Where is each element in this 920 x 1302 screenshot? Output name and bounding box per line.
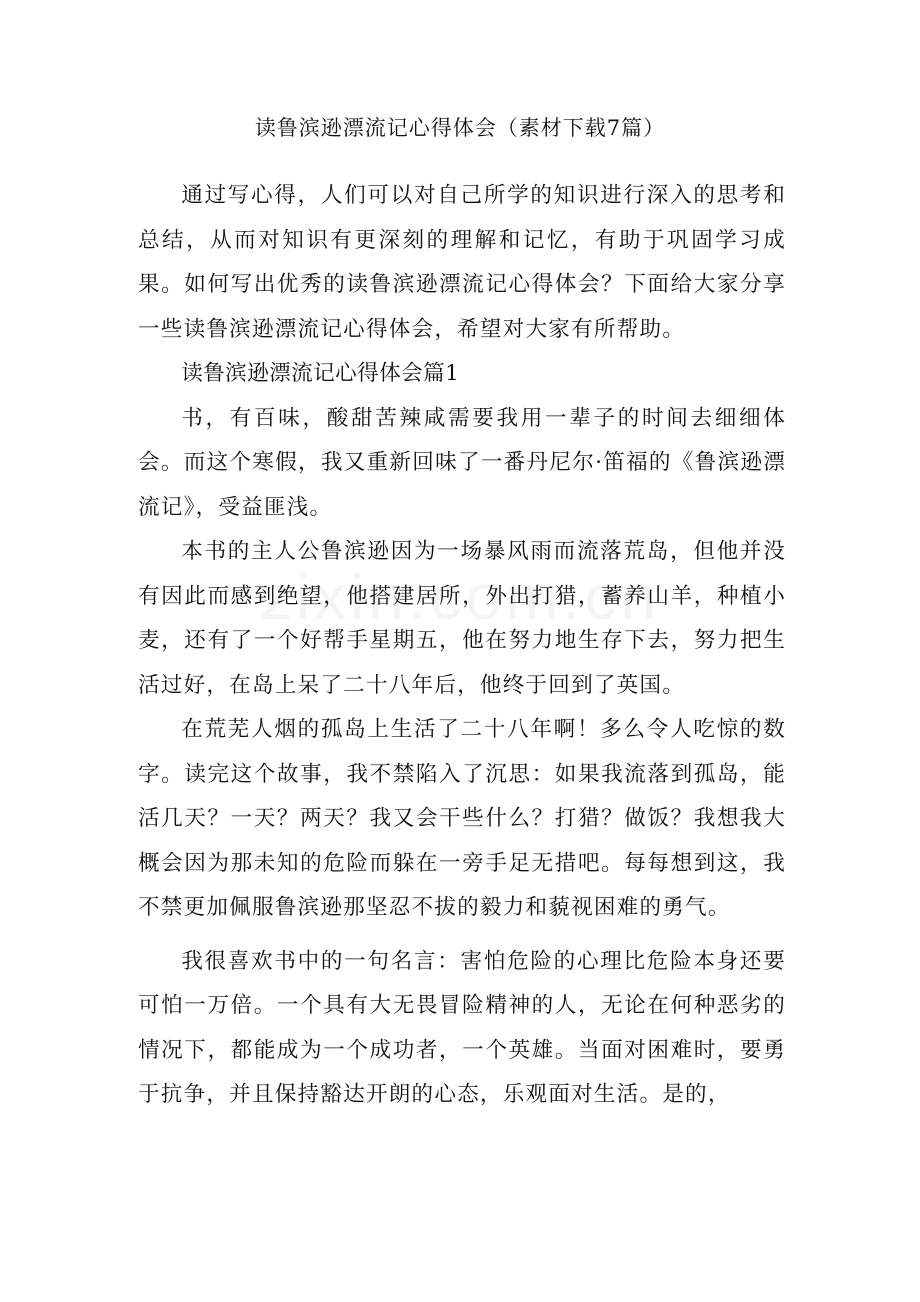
body-paragraph: 本书的主人公鲁滨逊因为一场暴风雨而流落荒岛，但他并没有因此而感到绝望，他搭建居所，外出打猎，蓄养山羊，种植小麦，还有了一个好帮手星期五，他在努力地生存下去，努力把生活过好，在岛上呆了二十八年后，他终于回到了英国。 — [138, 539, 786, 698]
section-heading: 读鲁滨逊漂流记心得体会篇1 — [181, 361, 460, 386]
body-paragraph: 书，有百味，酸甜苦辣咸需要我用一辈子的时间去细细体会。而这个寒假，我又重新回味了一番丹尼尔·笛福的《鲁滨逊漂流记》，受益匪浅。 — [138, 405, 786, 520]
body-paragraph: 我很喜欢书中的一句名言：害怕危险的心理比危险本身还要可怕一万倍。一个具有大无畏冒险精神的人，无论在何种恶劣的情况下，都能成为一个成功者，一个英雄。当面对困难时，要勇于抗争，并且保持豁达开朗的心态，乐观面对生活。是的， — [138, 948, 786, 1107]
body-paragraph: 在荒芜人烟的孤岛上生活了二十八年啊！多么令人吃惊的数字。读完这个故事，我不禁陷入了沉思：如果我流落到孤岛，能活几天？一天？两天？我又会干些什么？打猎？做饭？我想我大概会因为那未知的危险而躲在一旁手足无措吧。每每想到这，我不禁更加佩服鲁滨逊那坚忍不拔的毅力和藐视困难的勇气。 — [138, 717, 786, 920]
intro-paragraph: 通过写心得，人们可以对自己所学的知识进行深入的思考和总结，从而对知识有更深刻的理解和记忆，有助于巩固学习成果。如何写出优秀的读鲁滨逊漂流记心得体会？下面给大家分享一些读鲁滨逊漂流记心得体会，希望对大家有所帮助。 — [138, 183, 786, 342]
document-body — [138, 174, 786, 1118]
document-title: 读鲁滨逊漂流记心得体会（素材下载7篇） — [254, 116, 666, 140]
